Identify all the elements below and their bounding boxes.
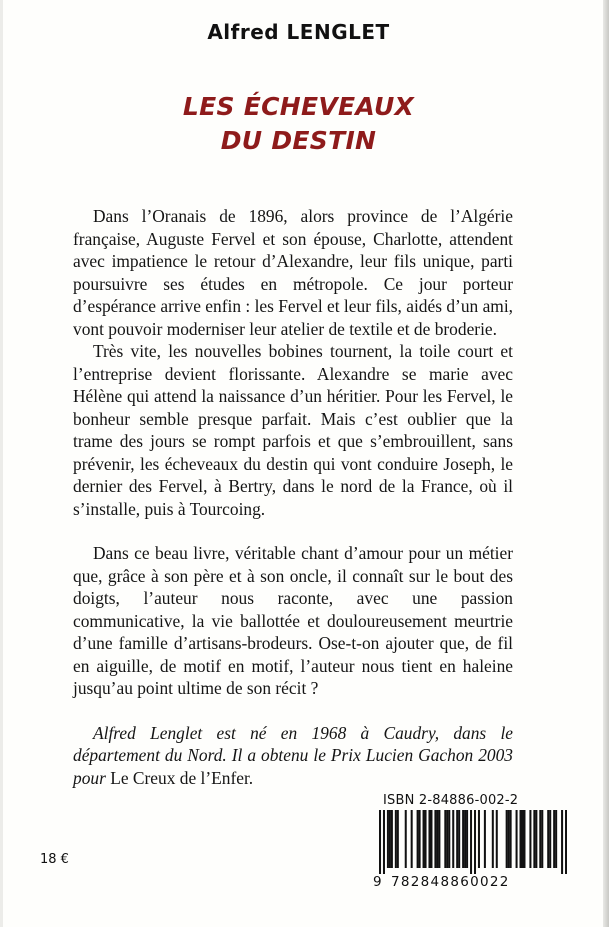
barcode-first-digit: 9 — [373, 874, 382, 890]
barcode-bar — [492, 810, 494, 868]
barcode-bar — [508, 810, 510, 868]
barcode-bar — [405, 810, 407, 868]
author-bio — [73, 722, 513, 790]
price-label: 18 € — [40, 852, 69, 867]
barcode-bar — [521, 810, 523, 868]
synopsis-paragraph-1: Dans l’Oranais de 1896, alors province de l’Algérie française, Auguste Fervel et son épouse, Charlotte, attendent avec impatience le retour d’Alexandre, leur fils unique, parti poursuivre ses études en métropole. Ce jour porteur d’espérance arrive enfin : les Fervel et leur fils, aidés d’un ami, vont pouvoir moderniser leur atelier de textile et de broderie. — [73, 206, 513, 339]
barcode-bar — [379, 810, 381, 874]
barcode-bar — [444, 810, 446, 868]
barcode-bar — [529, 810, 531, 868]
page-edge-right — [603, 0, 609, 927]
barcode-bar — [464, 810, 466, 868]
barcode-bar — [466, 810, 468, 868]
synopsis — [73, 205, 513, 789]
barcode-bar — [448, 810, 450, 868]
author-bio-book-title: Le Creux de l’Enfer. — [110, 767, 254, 788]
barcode-bar — [535, 810, 537, 868]
barcode-bar — [484, 810, 486, 868]
barcode-bar — [395, 810, 397, 868]
barcode-bar — [555, 810, 557, 868]
barcode-bar — [387, 810, 389, 868]
barcode-bar — [474, 810, 476, 874]
barcode-bar — [428, 810, 430, 868]
barcode-bar — [419, 810, 421, 868]
barcode-bar — [506, 810, 508, 868]
barcode-bar — [423, 810, 425, 868]
book-title-line-1: LES ÉCHEVEAUX — [182, 92, 415, 121]
barcode-bar — [533, 810, 535, 868]
barcode-bar — [397, 810, 399, 868]
barcode-bar — [478, 810, 480, 868]
barcode-bar — [456, 810, 458, 868]
barcode-bar — [430, 810, 432, 868]
barcode-bar — [383, 810, 385, 874]
synopsis-paragraph-2: Très vite, les nouvelles bobines tournent, la toile court et l’entreprise devient florissante. Alexandre se marie avec Hélène qui attend la naissance d’un héritier. Pour les Fervel, le bonheur semble presque parfait. Mais c’est oublier que la trame des jours se rompt parfois et que s’embrouillent, sans prévenir, les écheveaux du destin qui vont conduire Joseph, le dernier des Fervel, à Bertry, dans le nord de la France, où il s’installe, puis à Tourcoing. — [73, 341, 513, 519]
barcode — [379, 810, 567, 874]
barcode-bar — [452, 810, 454, 868]
barcode-bar — [523, 810, 525, 868]
barcode-bar — [389, 810, 391, 868]
barcode-number: 782848860022 — [391, 874, 510, 890]
barcode-bar — [549, 810, 551, 868]
barcode-bar — [411, 810, 413, 868]
author-name: Alfred LENGLET — [207, 20, 390, 44]
barcode-bar — [438, 810, 440, 868]
isbn-label: ISBN 2-84886-002-2 — [383, 793, 519, 808]
author-bio-text: Alfred Lenglet est né en 1968 à Caudry, dans le département du Nord. Il a obtenu le Prix Lucien Gachon 2003 pour — [73, 722, 513, 788]
barcode-bar — [391, 810, 393, 868]
barcode-bar — [516, 810, 518, 868]
book-title-line-2: DU DESTIN — [220, 126, 377, 155]
barcode-bar — [520, 810, 522, 868]
barcode-bar — [458, 810, 460, 868]
barcode-bar — [547, 810, 549, 868]
barcode-bar — [496, 810, 498, 868]
barcode-bar — [470, 810, 472, 874]
barcode-bar — [434, 810, 436, 868]
barcode-bar — [553, 810, 555, 868]
barcode-bar — [510, 810, 512, 868]
barcode-bar — [417, 810, 419, 868]
synopsis-paragraph-3: Dans ce beau livre, véritable chant d’amour pour un métier que, grâce à son père et à son oncle, il connaît sur le bout des doigts, l’auteur nous raconte, avec une passion communicative, la vie ballottée et douloureusement meurtrie d’une famille d’artisans-brodeurs. Ose-t-on ajouter que, de fil en aiguille, de motif en motif, l’auteur nous tient en haleine jusqu’au point ultime de son récit ? — [73, 543, 513, 698]
barcode-bar — [561, 810, 563, 874]
barcode-bar — [541, 810, 543, 868]
barcode-bar — [446, 810, 448, 868]
barcode-bar — [436, 810, 438, 868]
barcode-bar — [565, 810, 567, 874]
barcode-bar — [462, 810, 464, 868]
barcode-bar — [425, 810, 427, 868]
barcode-bar — [539, 810, 541, 868]
